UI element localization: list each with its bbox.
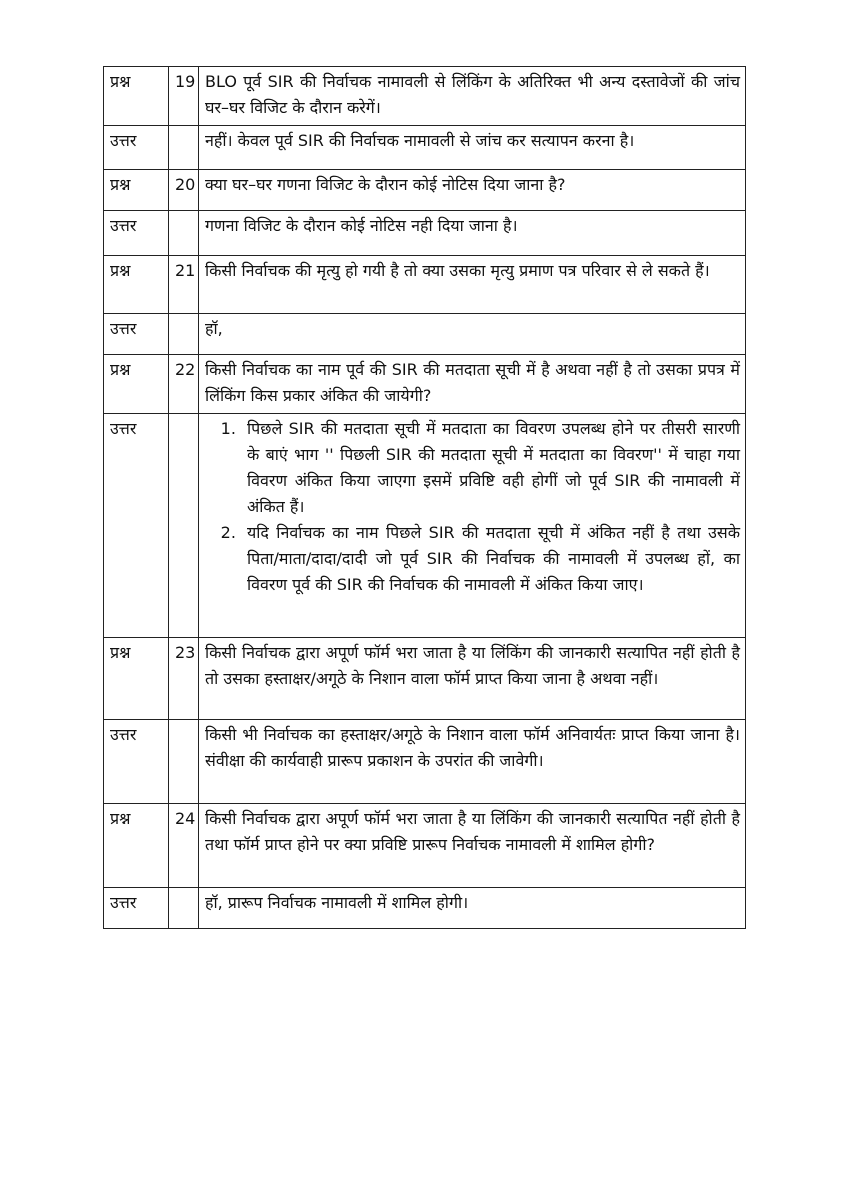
answer-list xyxy=(205,416,740,598)
qa-table xyxy=(103,66,746,929)
row-number xyxy=(169,314,199,355)
row-text: BLO पूर्व SIR की निर्वाचक नामावली से लिंकिंग के अतिरिक्त भी अन्य दस्तावेजों की जांच घर–घर विजिट के दौरान करेगें। xyxy=(199,67,746,126)
row-text: किसी निर्वाचक की मृत्यु हो गयी है तो क्या उसका मृत्यु प्रमाण पत्र परिवार से ले सकते हैं। xyxy=(199,256,746,314)
row-label: प्रश्न xyxy=(104,355,169,414)
row-number: 21 xyxy=(169,256,199,314)
row-label: उत्तर xyxy=(104,126,169,170)
row-number: 20 xyxy=(169,170,199,211)
row-text: किसी भी निर्वाचक का हस्ताक्षर/अगूठे के निशान वाला फॉर्म अनिवार्यतः प्राप्त किया जाना है। संवीक्षा की कार्यवाही प्रारूप प्रकाशन के उपरांत की जावेगी। xyxy=(199,720,746,804)
question-row-20 xyxy=(104,170,746,211)
question-row-22 xyxy=(104,355,746,414)
question-row-24 xyxy=(104,804,746,888)
row-text: हॉ, xyxy=(199,314,746,355)
row-label: उत्तर xyxy=(104,414,169,638)
answer-row-21 xyxy=(104,314,746,355)
answer-list-item: 2. यदि निर्वाचक का नाम पिछले SIR की मतदाता सूची में अंकित नहीं है तथा उसके पिता/माता/दादा/दादी जो पूर्व SIR की निर्वाचक की नामावली में उपलब्ध हों, का विवरण पूर्व की SIR की निर्वाचक की नामावली में अंकित किया जाए। xyxy=(241,520,740,598)
row-label: उत्तर xyxy=(104,314,169,355)
answer-row-24 xyxy=(104,888,746,929)
question-row-21 xyxy=(104,256,746,314)
row-number: 23 xyxy=(169,638,199,720)
answer-row-20 xyxy=(104,211,746,256)
row-number xyxy=(169,414,199,638)
row-label: प्रश्न xyxy=(104,256,169,314)
row-number: 24 xyxy=(169,804,199,888)
row-text: नहीं। केवल पूर्व SIR की निर्वाचक नामावली से जांच कर सत्यापन करना है। xyxy=(199,126,746,170)
question-row-19 xyxy=(104,67,746,126)
row-number xyxy=(169,211,199,256)
row-label: उत्तर xyxy=(104,720,169,804)
answer-row-22 xyxy=(104,414,746,638)
row-text: किसी निर्वाचक का नाम पूर्व की SIR की मतदाता सूची में है अथवा नहीं है तो उसका प्रपत्र में लिंकिंग किस प्रकार अंकित की जायेगी? xyxy=(199,355,746,414)
row-text xyxy=(199,414,746,638)
row-number xyxy=(169,888,199,929)
row-label: उत्तर xyxy=(104,211,169,256)
question-row-23 xyxy=(104,638,746,720)
row-label: प्रश्न xyxy=(104,170,169,211)
row-label: प्रश्न xyxy=(104,804,169,888)
answer-list-item: 1. पिछले SIR की मतदाता सूची में मतदाता का विवरण उपलब्ध होने पर तीसरी सारणी के बाएं भाग '' पिछली SIR की मतदाता सूची में मतदाता का विवरण'' में चाहा गया विवरण अंकित किया जाएगा इसमें प्रविष्टि वही होगीं जो पूर्व SIR की नामावली में अंकित हैं। xyxy=(241,416,740,520)
answer-row-23 xyxy=(104,720,746,804)
row-text: किसी निर्वाचक द्वारा अपूर्ण फॉर्म भरा जाता है या लिंकिंग की जानकारी सत्यापित नहीं होती है तो उसका हस्ताक्षर/अगूठे के निशान वाला फॉर्म प्राप्त किया जाना है अथवा नहीं। xyxy=(199,638,746,720)
row-text: गणना विजिट के दौरान कोई नोटिस नही दिया जाना है। xyxy=(199,211,746,256)
row-label: प्रश्न xyxy=(104,67,169,126)
row-text: किसी निर्वाचक द्वारा अपूर्ण फॉर्म भरा जाता है या लिंकिंग की जानकारी सत्यापित नहीं होती है तथा फॉर्म प्राप्त होने पर क्या प्रविष्टि प्रारूप निर्वाचक नामावली में शामिल होगी? xyxy=(199,804,746,888)
row-text: क्या घर–घर गणना विजिट के दौरान कोई नोटिस दिया जाना है? xyxy=(199,170,746,211)
row-number xyxy=(169,126,199,170)
row-text: हॉ, प्रारूप निर्वाचक नामावली में शामिल होगी। xyxy=(199,888,746,929)
row-label: उत्तर xyxy=(104,888,169,929)
row-number xyxy=(169,720,199,804)
row-number: 19 xyxy=(169,67,199,126)
row-label: प्रश्न xyxy=(104,638,169,720)
row-number: 22 xyxy=(169,355,199,414)
answer-row-19 xyxy=(104,126,746,170)
